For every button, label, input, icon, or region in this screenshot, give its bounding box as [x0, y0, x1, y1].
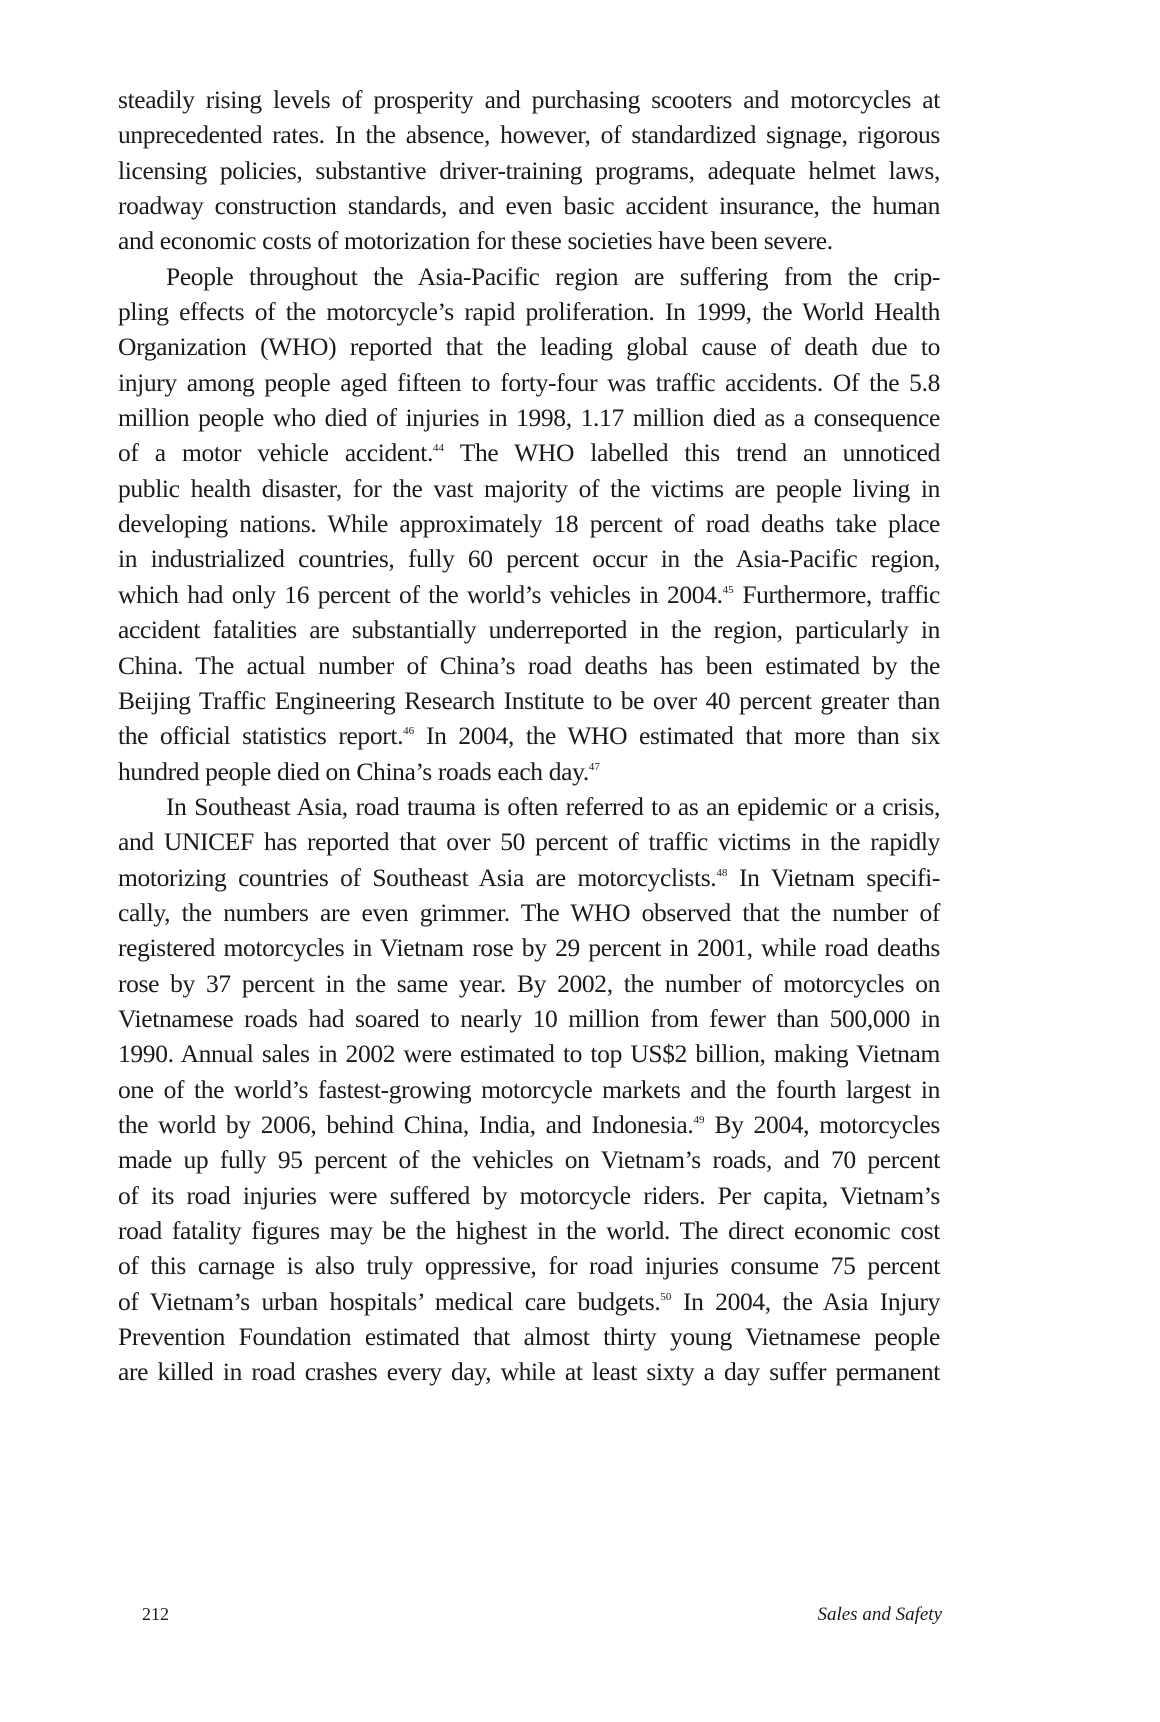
text-line: rose by 37 percent in the same year. By 2002, the number of motorcycles on — [118, 968, 940, 998]
text-line: and economic costs of motorization for these societies have been severe. — [118, 226, 833, 256]
paragraph — [118, 82, 940, 259]
text-line: the official statistics report.$^{46}$ In 2004, the WHO estimated that more than six — [118, 721, 940, 751]
text-line: of its road injuries were suffered by motorcycle riders. Per capita, Vietnam’s — [118, 1180, 940, 1210]
text-line: motorizing countries of Southeast Asia are motorcyclists.$^{48}$ In Vietnam specifi- — [118, 862, 940, 892]
page-footer — [0, 1604, 1160, 1634]
text-line: of this carnage is also truly oppressive, for road injuries consume 75 percent — [118, 1251, 940, 1281]
text-line: China. The actual number of China’s road deaths has been estimated by the — [118, 650, 940, 680]
text-line: one of the world’s fastest-growing motorcycle markets and the fourth largest in — [118, 1074, 940, 1104]
text-line: steadily rising levels of prosperity and purchasing scooters and motorcycles at — [118, 85, 940, 114]
text-line: roadway construction standards, and even basic accident insurance, the human — [118, 191, 940, 221]
body-text — [118, 82, 940, 1390]
text-line: 1990. Annual sales in 2002 were estimated to top US$2 billion, making Vietnam — [118, 1039, 940, 1069]
text-line: registered motorcycles in Vietnam rose by 29 percent in 2001, while road deaths — [118, 933, 940, 963]
footnote-ref[interactable]: 46 — [403, 725, 415, 738]
text-line: public health disaster, for the vast majority of the victims are people living in — [118, 473, 940, 503]
text-line: Vietnamese roads had soared to nearly 10 million from fewer than 500,000 in — [118, 1003, 940, 1033]
text-line: unprecedented rates. In the absence, however, of standardized signage, rigorous — [118, 120, 940, 150]
text-line: cally, the numbers are even grimmer. The WHO observed that the number of — [118, 897, 940, 927]
footnote-ref[interactable]: 47 — [588, 760, 600, 773]
footnote-ref[interactable]: 45 — [722, 583, 734, 596]
text-line: of a motor vehicle accident.$^{44}$ The WHO labelled this trend an unnoticed — [118, 438, 940, 468]
text-line: which had only 16 percent of the world’s vehicles in 2004.45 Furthermore, traffic — [118, 579, 941, 609]
text-line: Prevention Foundation estimated that almost thirty young Vietnamese people — [118, 1322, 940, 1352]
text-line: accident fatalities are substantially underreported in the region, particularly in — [118, 615, 940, 645]
text-line: are killed in road crashes every day, while at least sixty a day suffer permanent — [118, 1357, 940, 1387]
text-line: and UNICEF has reported that over 50 percent of traffic victims in the rapidly — [118, 827, 940, 857]
paragraph — [118, 259, 940, 789]
text-line: In Southeast Asia, road trauma is often referred to as an epidemic or a crisis, — [166, 791, 940, 821]
running-head: Sales and Safety — [817, 1604, 942, 1625]
text-line: in industrialized countries, fully 60 percent occur in the Asia-Pacific region, — [118, 544, 940, 574]
text-line: developing nations. While approximately 18 percent of road deaths take place — [118, 509, 940, 539]
text-line: licensing policies, substantive driver-training programs, adequate helmet laws, — [118, 155, 940, 185]
text-line: Organization (WHO) reported that the leading global cause of death due to — [118, 332, 940, 362]
text-line: road fatality figures may be the highest in the world. The direct economic cost — [118, 1216, 940, 1245]
footnote-ref[interactable]: 49 — [693, 1113, 705, 1126]
text-line: Beijing Traffic Engineering Research Institute to be over 40 percent greater than — [118, 685, 940, 715]
text-line: the world by 2006, behind China, India, and Indonesia.$^{49}$ By 2004, motorcycles — [118, 1109, 940, 1139]
footnote-ref[interactable]: 48 — [716, 866, 728, 879]
text-line: of Vietnam’s urban hospitals’ medical care budgets.$^{50}$ In 2004, the Asia Injury — [118, 1286, 940, 1316]
footnote-ref[interactable]: 50 — [660, 1290, 672, 1303]
footnote-ref[interactable]: 44 — [433, 442, 444, 455]
text-line: pling effects of the motorcycle’s rapid proliferation. In 1999, the World Health — [118, 297, 940, 327]
paragraph — [118, 789, 940, 1390]
page-number: 212 — [142, 1604, 169, 1624]
text-line: People throughout the Asia-Pacific region are suffering from the crip- — [166, 261, 940, 291]
text-line: million people who died of injuries in 1998, 1.17 million died as a consequence — [118, 403, 940, 433]
text-line: hundred people died on China’s roads each day.$^{47}$ — [118, 756, 600, 786]
text-line: injury among people aged fifteen to forty-four was traffic accidents. Of the 5.8 — [118, 367, 940, 397]
text-line: made up fully 95 percent of the vehicles on Vietnam’s roads, and 70 percent — [118, 1145, 940, 1175]
